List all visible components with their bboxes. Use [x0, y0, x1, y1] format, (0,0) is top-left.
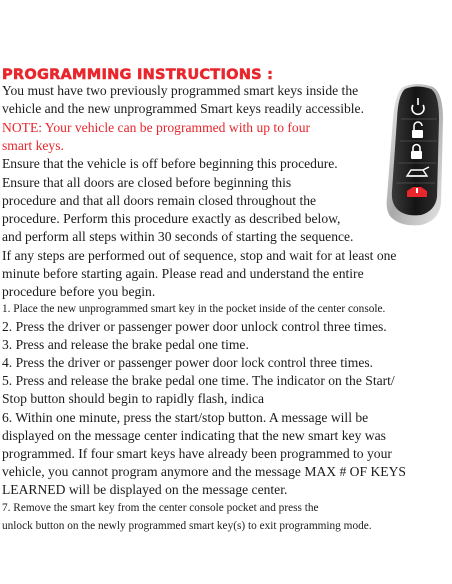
- note-line: smart keys.: [2, 138, 64, 153]
- text-line: vehicle and the new unprogrammed Smart keys readily accessible.: [2, 101, 364, 116]
- text-line: If any steps are performed out of sequence, stop and wait for at least one: [2, 248, 397, 263]
- note-line: NOTE: Your vehicle can be programmed with up to four: [2, 120, 311, 135]
- text-line: LEARNED will be displayed on the message center.: [2, 482, 288, 497]
- step-5-cont: Stop button should begin to rapidly flash, indica: [2, 391, 265, 406]
- text-line: vehicle, you cannot program anymore and the message MAX # OF KEYS: [2, 464, 406, 479]
- step-1: 1. Place the new unprogrammed smart key in the pocket inside of the center console.: [2, 303, 386, 315]
- text-line: procedure before you begin.: [2, 284, 156, 299]
- text-line: displayed on the message center indicating that the new smart key was: [2, 428, 386, 443]
- text-line: Ensure that the vehicle is off before beginning this procedure.: [2, 156, 338, 171]
- step-3: 3. Press and release the brake pedal one time.: [2, 337, 249, 352]
- step-4: 4. Press the driver or passenger power door lock control three times.: [2, 355, 374, 370]
- text-line: programmed. If four smart keys have already been programmed to your: [2, 446, 392, 461]
- page-title: PROGRAMMING INSTRUCTIONS :: [2, 66, 274, 83]
- text-line: minute before starting again. Please read and understand the entire: [2, 266, 364, 281]
- text-line: and perform all steps within 30 seconds of starting the sequence.: [2, 229, 354, 244]
- text-line: procedure. Perform this procedure exactly as described below,: [2, 211, 341, 226]
- text-line: procedure and that all doors remain closed throughout the: [2, 193, 317, 208]
- step-5: 5. Press and release the brake pedal one time. The indicator on the Start/: [2, 373, 395, 388]
- step-2: 2. Press the driver or passenger power door unlock control three times.: [2, 319, 387, 334]
- smart-key-fob-image: [383, 79, 447, 227]
- step-7: 7. Remove the smart key from the center console pocket and press the: [2, 502, 319, 514]
- step-7-cont: unlock button on the newly programmed smart key(s) to exit programming mode.: [2, 520, 372, 532]
- text-line: Ensure that all doors are closed before beginning this: [2, 175, 292, 190]
- step-6: 6. Within one minute, press the start/stop button. A message will be: [2, 410, 369, 425]
- text-line: You must have two previously programmed smart keys inside the: [2, 83, 359, 98]
